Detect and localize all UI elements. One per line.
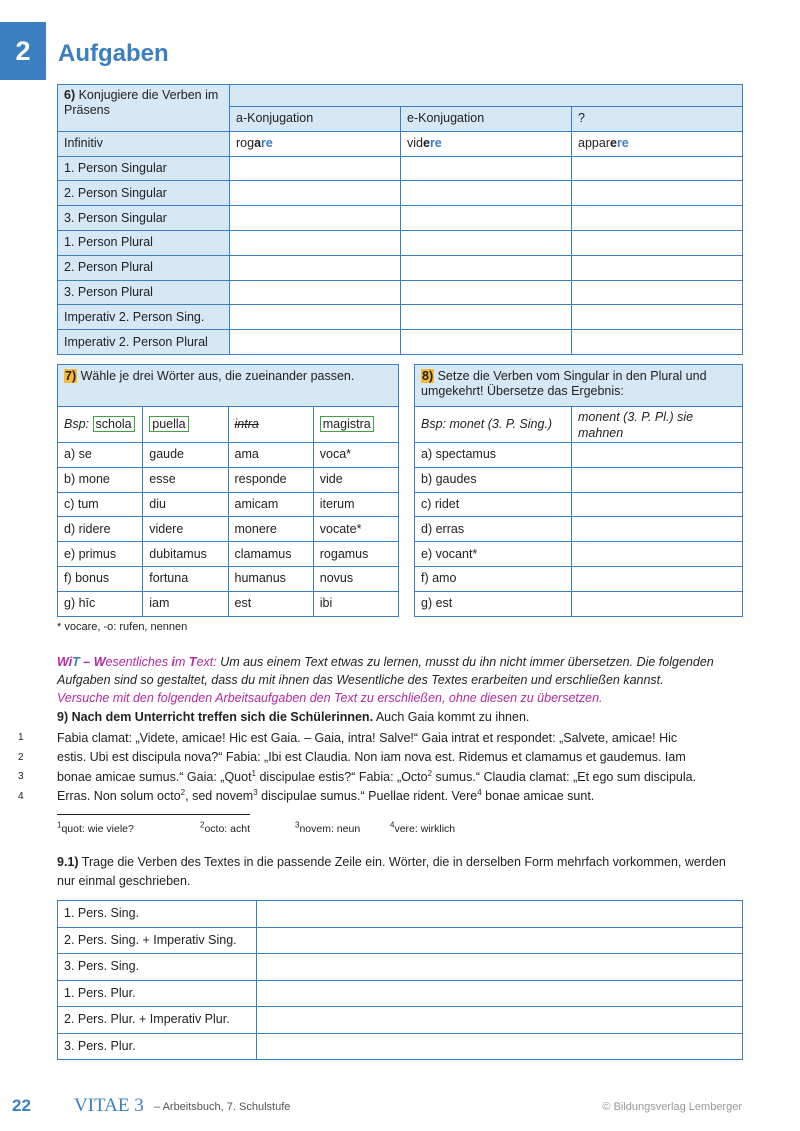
word-cell: amicam: [228, 492, 313, 517]
line-text: [57, 789, 594, 803]
table-row: [58, 591, 399, 616]
conjugation-rows: [58, 156, 743, 354]
word-cell: voca*: [313, 443, 398, 468]
task8-example-left: Bsp: monet (3. P. Sing.): [415, 407, 572, 443]
table-row: [58, 566, 399, 591]
footnote-number: 1: [57, 820, 62, 830]
word-cell: iterum: [313, 492, 398, 517]
text-segment: estis. Ubi est discipula nova?“ Fabia: „Ibi est Claudia. Non iam nova est. Ridemus et clamamus et gaudemus. Iam: [57, 750, 686, 765]
answer-cell[interactable]: [572, 280, 743, 305]
text-segment: bonae amicae sumus.“ Gaia: „Quot: [57, 769, 252, 784]
answer-cell[interactable]: [257, 927, 743, 954]
answer-cell[interactable]: [572, 255, 743, 280]
verb-label: d) erras: [415, 517, 572, 542]
wit-note: [57, 653, 747, 707]
text-footnotes: [57, 820, 510, 835]
infinitive-label: Infinitiv: [58, 131, 230, 156]
book-subtitle: – Arbeitsbuch, 7. Schulstufe: [154, 1101, 291, 1113]
answer-cell[interactable]: [572, 305, 743, 330]
word-cell: est: [228, 591, 313, 616]
row-label: 1. Person Plural: [58, 230, 230, 255]
infinitive-rogare: rogare: [230, 131, 401, 156]
word-cell: videre: [143, 517, 228, 542]
answer-cell[interactable]: [572, 156, 743, 181]
conjugation-table: [57, 84, 743, 355]
table-row: [58, 443, 399, 468]
word-cell: ama: [228, 443, 313, 468]
answer-cell[interactable]: [230, 206, 401, 231]
col-header-unknown: ?: [572, 107, 743, 132]
text-segment: discipulae estis?“ Fabia: „Octo: [256, 769, 428, 784]
line-text: [57, 750, 686, 764]
row-label: 1. Pers. Sing.: [58, 901, 257, 928]
table-row: [415, 517, 743, 542]
footnote-divider: [57, 814, 250, 815]
word-cell: g) hīc: [58, 591, 143, 616]
wit-line-2: Aufgaben sind so gestaltet, dass du mit ihnen das Wesentliche des Textes erarbeiten und erschließen kannst.: [57, 673, 664, 687]
verb-label: g) est: [415, 591, 572, 616]
table-row: [58, 1033, 743, 1060]
word-cell: responde: [228, 467, 313, 492]
table-row: [415, 492, 743, 517]
footnote-number: 4: [390, 820, 395, 830]
latin-text: [18, 728, 758, 806]
answer-cell[interactable]: [230, 230, 401, 255]
task7-prompt: 7) Wähle je drei Wörter aus, die zueinander passen.: [58, 365, 399, 407]
word-cell: a) se: [58, 443, 143, 468]
answer-cell[interactable]: [572, 230, 743, 255]
wit-line-1: WiT – Wesentliches im Text: Um aus einem Text etwas zu lernen, musst du ihn nicht immer übersetzen. Die folgenden: [57, 655, 714, 669]
answer-cell[interactable]: [401, 230, 572, 255]
row-label: 3. Pers. Plur.: [58, 1033, 257, 1060]
answer-cell[interactable]: [401, 181, 572, 206]
example-cell-3: intra: [228, 407, 313, 443]
line-number: 1: [18, 732, 24, 744]
chapter-badge: 2: [0, 22, 46, 80]
answer-cell[interactable]: [572, 330, 743, 355]
text-line: [18, 728, 758, 748]
verb-sort-table: [57, 900, 743, 1060]
example-cell-2: puella: [143, 407, 228, 443]
word-cell: dubitamus: [143, 542, 228, 567]
table-row: [58, 156, 743, 181]
word-group-table: [57, 364, 399, 617]
footnote-ref: 3: [253, 788, 258, 798]
copyright: © Bildungsverlag Lemberger: [602, 1101, 742, 1113]
footnote-item: [390, 820, 510, 835]
task91-prompt: 9.1) Trage die Verben des Textes in die passende Zeile ein. Wörter, die in derselben Form mehrfach vorkommen, werden nur einmal geschrieben.: [57, 855, 726, 888]
word-cell: monere: [228, 517, 313, 542]
text-line: [18, 767, 758, 787]
row-label: 2. Person Singular: [58, 181, 230, 206]
word-cell: e) primus: [58, 542, 143, 567]
table-row: [58, 206, 743, 231]
footnote-text: octo: acht: [204, 823, 250, 835]
table-row: [58, 305, 743, 330]
answer-cell[interactable]: [401, 206, 572, 231]
line-number: 4: [18, 790, 24, 802]
answer-cell[interactable]: [572, 591, 743, 616]
answer-cell[interactable]: [572, 443, 743, 468]
text-segment: Fabia clamat: „Videte, amicae! Hic est Gaia. – Gaia, intra! Salve!“ Gaia intrat et respondet: „Salvete, amicae! Hic: [57, 730, 678, 745]
answer-cell[interactable]: [257, 980, 743, 1007]
answer-cell[interactable]: [230, 280, 401, 305]
footnote-number: 2: [200, 820, 205, 830]
table-row: [415, 591, 743, 616]
answer-cell[interactable]: [401, 156, 572, 181]
footnote-ref: 2: [180, 788, 186, 798]
table-row: [58, 255, 743, 280]
word-cell: humanus: [228, 566, 313, 591]
verb-label: c) ridet: [415, 492, 572, 517]
verb-label: a) spectamus: [415, 443, 572, 468]
book-title: VITAE 3: [74, 1095, 144, 1116]
table-row: [58, 901, 743, 928]
footnote-ref: 1: [251, 768, 256, 778]
word-cell: d) ridere: [58, 517, 143, 542]
row-label: Imperativ 2. Person Sing.: [58, 305, 230, 330]
word-cell: novus: [313, 566, 398, 591]
table-row: [58, 517, 399, 542]
table-row: [58, 181, 743, 206]
row-label: 3. Person Plural: [58, 280, 230, 305]
example-cell-1: Bsp: schola: [58, 407, 143, 443]
answer-cell[interactable]: [230, 330, 401, 355]
answer-cell[interactable]: [572, 492, 743, 517]
text-segment: Erras. Non solum octo: [57, 789, 181, 804]
table-row: [58, 1007, 743, 1034]
page-number: 22: [12, 1096, 31, 1115]
footnote-text: vere: wirklich: [394, 823, 456, 835]
row-label: 2. Pers. Plur. + Imperativ Plur.: [58, 1007, 257, 1034]
footnote-item: [295, 820, 390, 835]
word-cell: c) tum: [58, 492, 143, 517]
word-cell: vocate*: [313, 517, 398, 542]
row-label: 2. Pers. Sing. + Imperativ Sing.: [58, 927, 257, 954]
singular-plural-table: [414, 364, 743, 617]
verb-label: f) amo: [415, 566, 572, 591]
answer-cell[interactable]: [572, 542, 743, 567]
verb-label: e) vocant*: [415, 542, 572, 567]
footnote-text: quot: wie viele?: [61, 823, 134, 835]
row-label: 2. Person Plural: [58, 255, 230, 280]
page-title: Aufgaben: [58, 40, 169, 67]
answer-cell[interactable]: [230, 156, 401, 181]
table-row: [58, 280, 743, 305]
answer-cell[interactable]: [401, 255, 572, 280]
text-line: [18, 748, 758, 768]
word-cell: clamamus: [228, 542, 313, 567]
answer-cell[interactable]: [257, 901, 743, 928]
word-cell: diu: [143, 492, 228, 517]
infinitive-apparere: apparere: [572, 131, 743, 156]
task8-example-right: monent (3. P. Pl.) sie mahnen: [572, 407, 743, 443]
line-number: 2: [18, 751, 24, 763]
word-cell: rogamus: [313, 542, 398, 567]
task9-heading: 9) Nach dem Unterricht treffen sich die Schülerinnen. Auch Gaia kommt zu ihnen.: [57, 710, 530, 724]
row-label: 1. Pers. Plur.: [58, 980, 257, 1007]
footnote-number: 3: [295, 820, 300, 830]
answer-cell[interactable]: [230, 305, 401, 330]
text-segment: discipulae sumus.“ Puellae rident. Vere: [257, 789, 478, 804]
word-cell: iam: [143, 591, 228, 616]
footnote-item: [57, 820, 200, 835]
text-line: [18, 787, 758, 807]
answer-cell[interactable]: [401, 305, 572, 330]
footnote-item: [200, 820, 295, 835]
word-cell: f) bonus: [58, 566, 143, 591]
task8-prompt: 8) Setze die Verben vom Singular in den Plural und umgekehrt! Übersetze das Ergebnis:: [415, 365, 743, 407]
task6-header-spacer: [230, 85, 743, 107]
task7-footnote: * vocare, -o: rufen, nennen: [57, 621, 188, 633]
table-row: [415, 443, 743, 468]
line-text: [57, 731, 677, 745]
answer-cell[interactable]: [572, 181, 743, 206]
wit-line-3: Versuche mit den folgenden Arbeitsaufgaben den Text zu erschließen, ohne diesen zu übersetzen.: [57, 691, 603, 705]
answer-cell[interactable]: [572, 517, 743, 542]
word-cell: vide: [313, 467, 398, 492]
word-cell: ibi: [313, 591, 398, 616]
table-row: [58, 467, 399, 492]
table-row: [58, 954, 743, 981]
infinitive-videre: videre: [401, 131, 572, 156]
word-group-rows: [58, 443, 399, 617]
table-row: [415, 542, 743, 567]
verb-label: b) gaudes: [415, 467, 572, 492]
answer-cell[interactable]: [257, 1033, 743, 1060]
row-label: Imperativ 2. Person Plural: [58, 330, 230, 355]
row-label: 3. Person Singular: [58, 206, 230, 231]
col-header-e: e-Konjugation: [401, 107, 572, 132]
footnote-ref: 4: [477, 788, 482, 798]
footnote-text: novem: neun: [299, 823, 361, 835]
table-row: [415, 566, 743, 591]
word-cell: gaude: [143, 443, 228, 468]
text-segment: , sed novem: [185, 789, 254, 804]
answer-cell[interactable]: [572, 566, 743, 591]
line-text: [57, 770, 696, 784]
table-row: [58, 980, 743, 1007]
line-number: 3: [18, 771, 24, 783]
word-cell: b) mone: [58, 467, 143, 492]
answer-cell[interactable]: [257, 1007, 743, 1034]
row-label: 3. Pers. Sing.: [58, 954, 257, 981]
example-cell-4: magistra: [313, 407, 398, 443]
answer-cell[interactable]: [401, 280, 572, 305]
table-row: [58, 330, 743, 355]
task6-prompt: 6) Konjugiere die Verben im Präsens: [58, 85, 230, 132]
text-segment: sumus.“ Claudia clamat: „Et ego sum discipula.: [432, 769, 697, 784]
answer-cell[interactable]: [572, 467, 743, 492]
col-header-a: a-Konjugation: [230, 107, 401, 132]
table-row: [58, 230, 743, 255]
footnote-ref: 2: [427, 768, 433, 778]
singular-plural-rows: [415, 443, 743, 617]
word-cell: esse: [143, 467, 228, 492]
answer-cell[interactable]: [257, 954, 743, 981]
row-label: 1. Person Singular: [58, 156, 230, 181]
table-row: [415, 467, 743, 492]
word-cell: fortuna: [143, 566, 228, 591]
answer-cell[interactable]: [230, 181, 401, 206]
table-row: [58, 492, 399, 517]
table-row: [58, 927, 743, 954]
text-segment: bonae amicae sunt.: [481, 789, 595, 804]
answer-cell[interactable]: [230, 255, 401, 280]
answer-cell[interactable]: [401, 330, 572, 355]
table-row: [58, 542, 399, 567]
answer-cell[interactable]: [572, 206, 743, 231]
